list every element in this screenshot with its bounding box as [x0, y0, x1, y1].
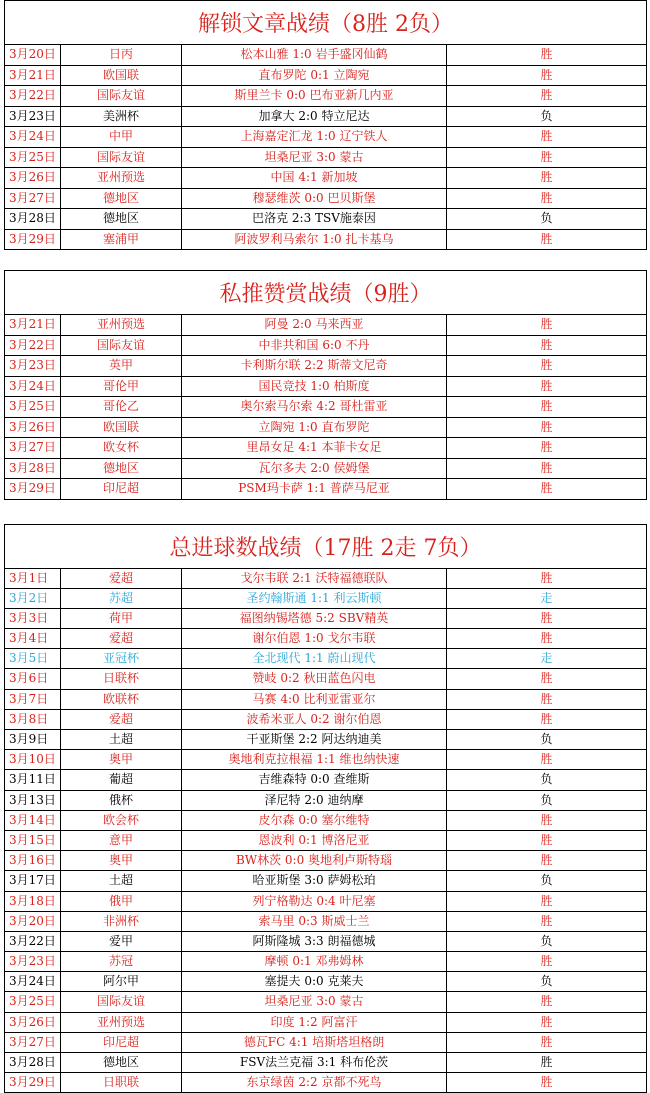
result-cell: 负 [447, 209, 647, 229]
match-cell: 立陶宛 1:0 直布罗陀 [182, 418, 447, 438]
date-cell: 3月24日 [4, 377, 61, 397]
table-row [4, 952, 647, 972]
table-row [4, 690, 647, 710]
league-cell: 土超 [61, 871, 182, 890]
table-row [4, 209, 647, 230]
table-row [4, 397, 647, 418]
date-cell: 3月18日 [4, 892, 61, 911]
date-cell: 3月28日 [4, 1053, 61, 1072]
match-cell: 直布罗陀 0:1 立陶宛 [182, 66, 447, 86]
result-cell: 胜 [447, 168, 647, 188]
table-row [4, 168, 647, 189]
result-cell: 胜 [447, 315, 647, 335]
date-cell: 3月3日 [4, 609, 61, 628]
match-cell: 福图纳锡塔德 5:2 SBV精英 [182, 609, 447, 628]
date-cell: 3月23日 [4, 356, 61, 376]
result-cell: 胜 [447, 356, 647, 376]
table-row [4, 356, 647, 377]
league-cell: 荷甲 [61, 609, 182, 628]
result-cell: 走 [447, 649, 647, 668]
result-cell: 胜 [447, 1073, 647, 1092]
match-cell: 穆瑟维茨 0:0 巴贝斯堡 [182, 189, 447, 209]
result-cell: 胜 [447, 609, 647, 628]
league-cell: 美洲杯 [61, 107, 182, 127]
league-cell: 印尼超 [61, 479, 182, 499]
league-cell: 爱超 [61, 569, 182, 588]
date-cell: 3月22日 [4, 86, 61, 106]
date-cell: 3月29日 [4, 1073, 61, 1092]
league-cell: 国际友谊 [61, 992, 182, 1011]
result-cell: 胜 [447, 230, 647, 250]
result-cell: 胜 [447, 851, 647, 870]
table-row [4, 189, 647, 210]
date-cell: 3月4日 [4, 629, 61, 648]
result-cell: 负 [447, 932, 647, 951]
league-cell: 欧国联 [61, 66, 182, 86]
result-cell: 负 [447, 791, 647, 810]
match-cell: 戈尔韦联 2:1 沃特福德联队 [182, 569, 447, 588]
result-cell: 胜 [447, 1053, 647, 1072]
date-cell: 3月27日 [4, 438, 61, 458]
league-cell: 日职联 [61, 1073, 182, 1092]
league-cell: 德地区 [61, 1053, 182, 1072]
result-cell: 胜 [447, 397, 647, 417]
table-row [4, 669, 647, 689]
section-title: 总进球数战绩（17胜 2走 7负） [4, 525, 647, 569]
table-row [4, 770, 647, 790]
league-cell: 日丙 [61, 45, 182, 65]
match-cell: 塞提夫 0:0 克莱夫 [182, 972, 447, 991]
league-cell: 苏冠 [61, 952, 182, 971]
match-cell: 全北现代 1:1 蔚山现代 [182, 649, 447, 668]
match-cell: 阿波罗利马索尔 1:0 扎卡基乌 [182, 230, 447, 250]
table-row [4, 811, 647, 831]
league-cell: 俄杯 [61, 791, 182, 810]
result-cell: 胜 [447, 952, 647, 971]
match-cell: 奥地利克拉根福 1:1 维也纳快速 [182, 750, 447, 769]
match-cell: 哈亚斯堡 3:0 萨姆松珀 [182, 871, 447, 890]
result-cell: 胜 [447, 629, 647, 648]
match-cell: 德瓦FC 4:1 培斯塔坦格朗 [182, 1033, 447, 1052]
match-cell: 坦桑尼亚 3:0 蒙古 [182, 992, 447, 1011]
result-cell: 胜 [447, 831, 647, 850]
result-cell: 胜 [447, 66, 647, 86]
result-cell: 胜 [447, 1033, 647, 1052]
date-cell: 3月24日 [4, 972, 61, 991]
date-cell: 3月13日 [4, 791, 61, 810]
league-cell: 亚州预选 [61, 1013, 182, 1032]
match-cell: 中非共和国 6:0 不丹 [182, 336, 447, 356]
result-cell: 负 [447, 770, 647, 789]
date-cell: 3月26日 [4, 1013, 61, 1032]
table-row [4, 459, 647, 480]
result-cell: 胜 [447, 148, 647, 168]
match-cell: 东京绿茵 2:2 京都不死鸟 [182, 1073, 447, 1092]
sections-container [4, 0, 647, 1093]
table-row [4, 1013, 647, 1033]
date-cell: 3月23日 [4, 107, 61, 127]
date-cell: 3月28日 [4, 209, 61, 229]
match-cell: 加拿大 2:0 特立尼达 [182, 107, 447, 127]
date-cell: 3月10日 [4, 750, 61, 769]
table-row [4, 730, 647, 750]
table-row [4, 66, 647, 87]
date-cell: 3月29日 [4, 479, 61, 499]
date-cell: 3月25日 [4, 397, 61, 417]
date-cell: 3月26日 [4, 168, 61, 188]
date-cell: 3月27日 [4, 189, 61, 209]
match-cell: 恩波利 0:1 博洛尼亚 [182, 831, 447, 850]
match-cell: 泽尼特 2:0 迪纳摩 [182, 791, 447, 810]
result-cell: 胜 [447, 86, 647, 106]
table-row [4, 1073, 647, 1093]
league-cell: 国际友谊 [61, 148, 182, 168]
match-cell: 索马里 0:3 斯威士兰 [182, 912, 447, 931]
date-cell: 3月9日 [4, 730, 61, 749]
result-cell: 胜 [447, 892, 647, 911]
match-cell: 赞岐 0:2 秋田蓝色闪电 [182, 669, 447, 688]
match-cell: 阿斯隆城 3:3 朗福德城 [182, 932, 447, 951]
section-spacer [4, 250, 647, 271]
date-cell: 3月7日 [4, 690, 61, 709]
table-row [4, 336, 647, 357]
date-cell: 3月15日 [4, 831, 61, 850]
result-cell: 负 [447, 972, 647, 991]
league-cell: 爱甲 [61, 932, 182, 951]
table-row [4, 45, 647, 66]
result-cell: 胜 [447, 912, 647, 931]
league-cell: 阿尔甲 [61, 972, 182, 991]
result-cell: 胜 [447, 336, 647, 356]
table-row [4, 871, 647, 891]
match-cell: 列宁格勒达 0:4 叶尼塞 [182, 892, 447, 911]
match-cell: 波希米亚人 0:2 谢尔伯恩 [182, 710, 447, 729]
table-row [4, 710, 647, 730]
match-cell: 吉维森特 0:0 查维斯 [182, 770, 447, 789]
date-cell: 3月20日 [4, 912, 61, 931]
league-cell: 土超 [61, 730, 182, 749]
league-cell: 非洲杯 [61, 912, 182, 931]
match-cell: 坦桑尼亚 3:0 蒙古 [182, 148, 447, 168]
league-cell: 奥甲 [61, 750, 182, 769]
section-spacer [4, 500, 647, 525]
table-row [4, 1033, 647, 1053]
league-cell: 意甲 [61, 831, 182, 850]
section-title: 解锁文章战绩（8胜 2负） [4, 0, 647, 45]
result-cell: 胜 [447, 459, 647, 479]
table-row [4, 86, 647, 107]
date-cell: 3月11日 [4, 770, 61, 789]
date-cell: 3月25日 [4, 148, 61, 168]
league-cell: 爱超 [61, 710, 182, 729]
result-cell: 胜 [447, 750, 647, 769]
date-cell: 3月22日 [4, 336, 61, 356]
league-cell: 亚州预选 [61, 315, 182, 335]
match-cell: 奥尔索马尔索 4:2 哥杜雷亚 [182, 397, 447, 417]
table-row [4, 479, 647, 500]
table-row [4, 230, 647, 251]
table-row [4, 649, 647, 669]
date-cell: 3月8日 [4, 710, 61, 729]
match-cell: BW林茨 0:0 奥地利卢斯特瑙 [182, 851, 447, 870]
league-cell: 欧国联 [61, 418, 182, 438]
table-row [4, 992, 647, 1012]
date-cell: 3月27日 [4, 1033, 61, 1052]
table-row [4, 972, 647, 992]
match-cell: 卡利斯尔联 2:2 斯蒂文尼奇 [182, 356, 447, 376]
match-cell: 印度 1:2 阿富汗 [182, 1013, 447, 1032]
result-cell: 胜 [447, 438, 647, 458]
table-row [4, 750, 647, 770]
date-cell: 3月5日 [4, 649, 61, 668]
result-cell: 胜 [447, 811, 647, 830]
table-row [4, 589, 647, 609]
record-sheet [4, 0, 647, 1093]
match-cell: FSV法兰克福 3:1 科布伦茨 [182, 1053, 447, 1072]
result-cell: 胜 [447, 690, 647, 709]
table-row [4, 1053, 647, 1073]
match-cell: 干亚斯堡 2:2 阿达纳迪美 [182, 730, 447, 749]
league-cell: 塞浦甲 [61, 230, 182, 250]
match-cell: 巴洛克 2:3 TSV施泰因 [182, 209, 447, 229]
table-row [4, 315, 647, 336]
match-cell: 马赛 4:0 比利亚雷亚尔 [182, 690, 447, 709]
result-cell: 胜 [447, 992, 647, 1011]
league-cell: 苏超 [61, 589, 182, 608]
table-row [4, 127, 647, 148]
date-cell: 3月17日 [4, 871, 61, 890]
league-cell: 国际友谊 [61, 336, 182, 356]
result-cell: 胜 [447, 189, 647, 209]
league-cell: 奥甲 [61, 851, 182, 870]
league-cell: 德地区 [61, 189, 182, 209]
match-cell: 斯里兰卡 0:0 巴布亚新几内亚 [182, 86, 447, 106]
date-cell: 3月23日 [4, 952, 61, 971]
league-cell: 德地区 [61, 209, 182, 229]
league-cell: 英甲 [61, 356, 182, 376]
match-cell: 里昂女足 4:1 本菲卡女足 [182, 438, 447, 458]
table-row [4, 609, 647, 629]
match-cell: 松本山雅 1:0 岩手盛冈仙鹤 [182, 45, 447, 65]
league-cell: 欧女杯 [61, 438, 182, 458]
date-cell: 3月21日 [4, 315, 61, 335]
league-cell: 日联杯 [61, 669, 182, 688]
match-cell: 国民竞技 1:0 柏斯度 [182, 377, 447, 397]
match-cell: PSM玛卡萨 1:1 普萨马尼亚 [182, 479, 447, 499]
table-row [4, 912, 647, 932]
league-cell: 爱超 [61, 629, 182, 648]
table-row [4, 629, 647, 649]
league-cell: 国际友谊 [61, 86, 182, 106]
league-cell: 中甲 [61, 127, 182, 147]
result-cell: 负 [447, 107, 647, 127]
result-cell: 胜 [447, 479, 647, 499]
result-cell: 负 [447, 730, 647, 749]
result-cell: 走 [447, 589, 647, 608]
league-cell: 俄甲 [61, 892, 182, 911]
result-cell: 胜 [447, 669, 647, 688]
date-cell: 3月28日 [4, 459, 61, 479]
league-cell: 亚州预选 [61, 168, 182, 188]
result-cell: 负 [447, 871, 647, 890]
table-row [4, 418, 647, 439]
league-cell: 哥伦甲 [61, 377, 182, 397]
table-row [4, 107, 647, 128]
date-cell: 3月6日 [4, 669, 61, 688]
table-row [4, 148, 647, 169]
match-cell: 皮尔森 0:0 塞尔维特 [182, 811, 447, 830]
table-row [4, 932, 647, 952]
result-cell: 胜 [447, 127, 647, 147]
league-cell: 葡超 [61, 770, 182, 789]
table-row [4, 831, 647, 851]
table-row [4, 569, 647, 589]
date-cell: 3月25日 [4, 992, 61, 1011]
date-cell: 3月22日 [4, 932, 61, 951]
league-cell: 哥伦乙 [61, 397, 182, 417]
date-cell: 3月29日 [4, 230, 61, 250]
result-cell: 胜 [447, 45, 647, 65]
match-cell: 圣约翰斯通 1:1 利云斯顿 [182, 589, 447, 608]
match-cell: 瓦尔多夫 2:0 侯姆堡 [182, 459, 447, 479]
league-cell: 亚冠杯 [61, 649, 182, 668]
match-cell: 谢尔伯恩 1:0 戈尔韦联 [182, 629, 447, 648]
table-row [4, 892, 647, 912]
date-cell: 3月20日 [4, 45, 61, 65]
match-cell: 上海嘉定汇龙 1:0 辽宁铁人 [182, 127, 447, 147]
result-cell: 胜 [447, 710, 647, 729]
table-row [4, 791, 647, 811]
table-row [4, 438, 647, 459]
league-cell: 欧联杯 [61, 690, 182, 709]
date-cell: 3月1日 [4, 569, 61, 588]
match-cell: 摩顿 0:1 邓弗姆林 [182, 952, 447, 971]
date-cell: 3月16日 [4, 851, 61, 870]
result-cell: 胜 [447, 418, 647, 438]
section-title: 私推赞赏战绩（9胜） [4, 271, 647, 315]
date-cell: 3月14日 [4, 811, 61, 830]
league-cell: 欧会杯 [61, 811, 182, 830]
table-row [4, 851, 647, 871]
date-cell: 3月2日 [4, 589, 61, 608]
date-cell: 3月24日 [4, 127, 61, 147]
date-cell: 3月26日 [4, 418, 61, 438]
result-cell: 胜 [447, 1013, 647, 1032]
league-cell: 印尼超 [61, 1033, 182, 1052]
result-cell: 胜 [447, 569, 647, 588]
league-cell: 德地区 [61, 459, 182, 479]
result-cell: 胜 [447, 377, 647, 397]
match-cell: 阿曼 2:0 马来西亚 [182, 315, 447, 335]
match-cell: 中国 4:1 新加坡 [182, 168, 447, 188]
table-row [4, 377, 647, 398]
date-cell: 3月21日 [4, 66, 61, 86]
